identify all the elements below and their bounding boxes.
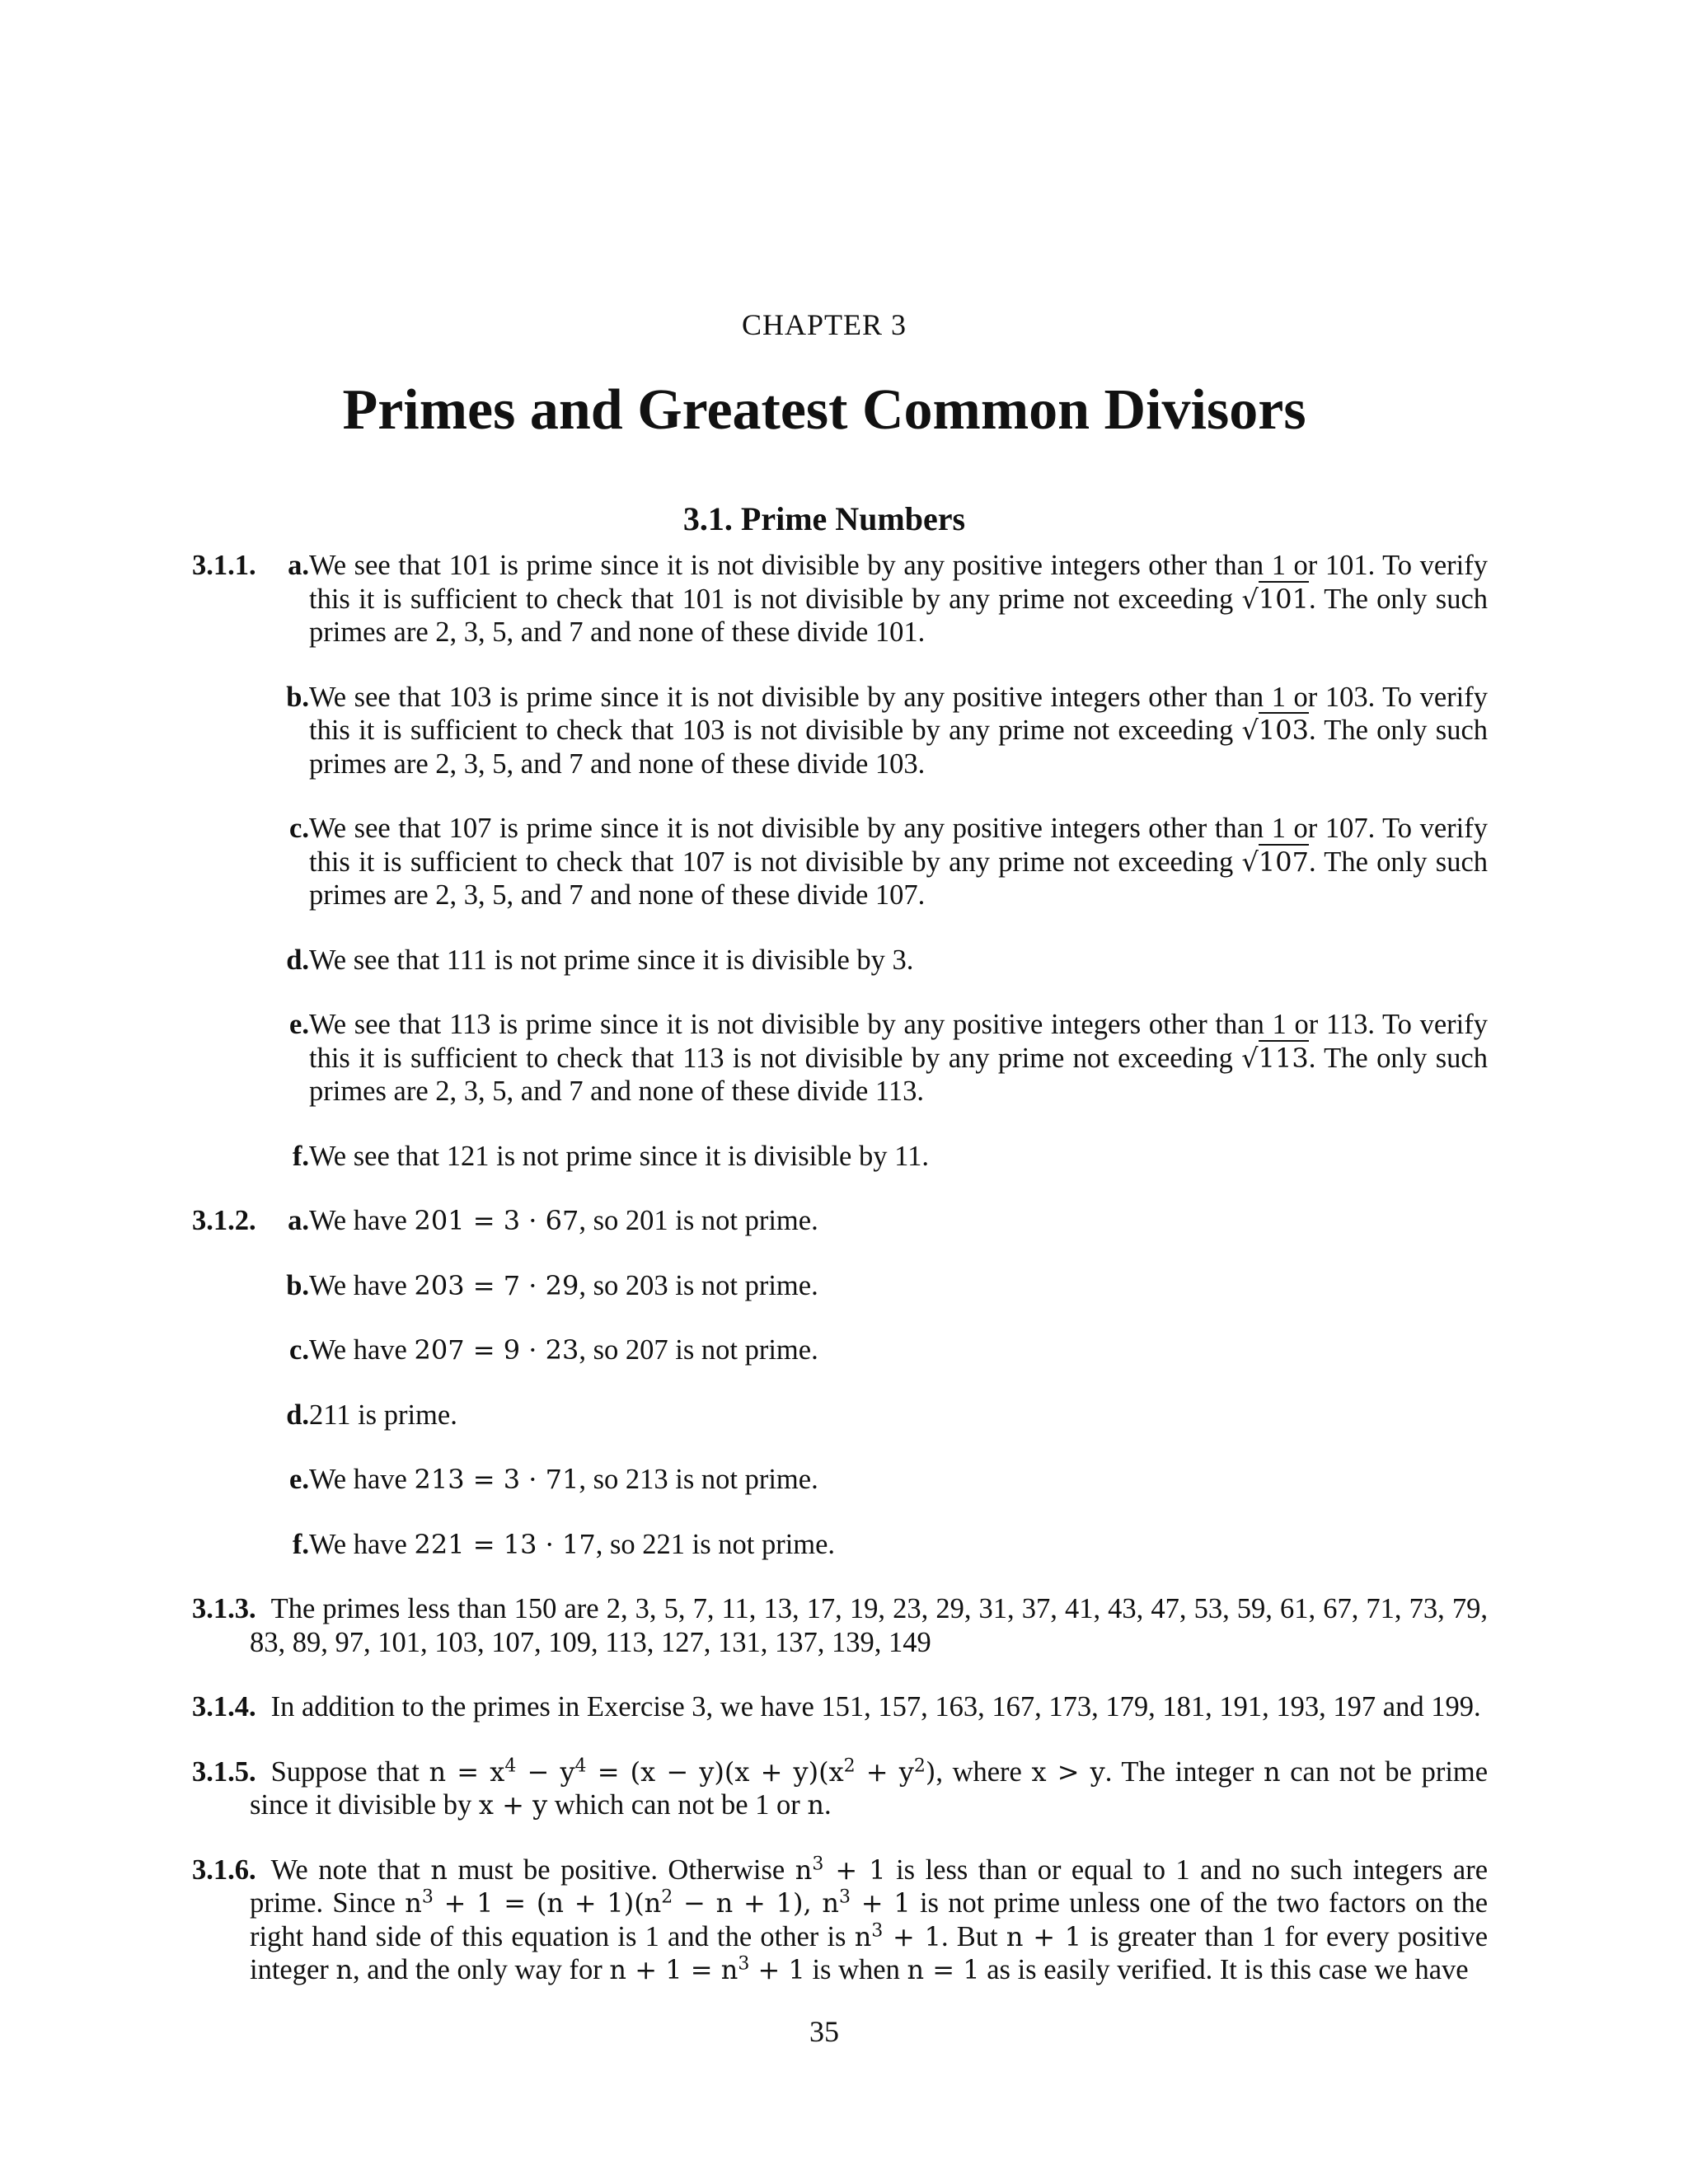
math-expression: 203 = 7 · 29 [414,1269,579,1301]
math-expression [609,1954,804,1985]
math-expression: n + 1 [1006,1920,1082,1952]
superscript: 3 [738,1953,750,1975]
sqrt-argument: 101 [1259,581,1309,615]
math-run: − y [516,1755,575,1788]
math-expression: x > y [1031,1755,1105,1788]
superscript: 4 [574,1755,587,1776]
text-run: We see that 101 is prime since it is not divisible by any positive integers other than 1 or 101. To verify this it is sufficient to check that 101 is not divisible by any prime not exceeding [309,550,1488,615]
part-text [309,812,1488,912]
text-run: , so 213 is not prime. [579,1464,818,1495]
exercise-3-1-3 [192,1592,1488,1659]
superscript: 2 [913,1755,926,1776]
math-expression: 207 = 9 · 23 [414,1334,579,1366]
sqrt-argument: 113 [1259,1040,1309,1074]
text-run: as is easily verified. It is this case we have [979,1954,1469,1985]
math-expression [795,1854,886,1886]
chapter-title: Primes and Greatest Common Divisors [342,378,1306,442]
text-run: . But [940,1920,1006,1952]
part-letter: f. [292,1140,309,1172]
part-text [309,1269,1488,1303]
part-letter: a. [288,550,309,581]
text-run: We have [309,1334,415,1366]
text-run: is less than or equal to 1 and no such integers are prime. Since [250,1854,1489,1919]
math-expression: n [335,1954,354,1985]
text-run: We see that 103 is prime since it is not divisible by any positive integers other than 1 or 103. To verify this it is sufficient to check that 103 is not divisible by any prime not exceeding [309,681,1488,746]
text-run: is greater than 1 for every positive integer [250,1920,1489,1985]
exercise-3-1-1-b [192,681,1488,781]
part-letter: f. [292,1528,309,1560]
text-run: . [823,1789,832,1821]
exercise-number: 3.1.3. [192,1593,256,1624]
exercise-number: 3.1.1. [192,550,256,581]
math-run: n = x [429,1755,505,1788]
text-run: is not prime unless one of the two factors on the right hand side of this equation is 1 and the other is [250,1887,1489,1952]
math-expression [429,1756,936,1788]
math-expression: n [807,1789,824,1821]
sqrt-expression: √107 [1242,844,1309,878]
part-letter: a. [288,1205,309,1236]
math-expression [405,1887,911,1919]
sqrt-expression: √101 [1242,581,1309,615]
text-run: We have [309,1269,415,1301]
exercise-text [192,1755,1489,1822]
math-run: n [405,1887,422,1919]
part-letter: e. [289,1464,309,1495]
math-run: n [795,1854,813,1886]
exercise-3-1-1-c [192,812,1488,912]
math-run: − n + 1), n [673,1887,840,1919]
exercise-number: 3.1.5. [192,1755,256,1788]
part-text: We see that 111 is not prime since it is divisible by 3. [309,944,914,976]
part-text [309,549,1488,649]
part-text [309,1204,1488,1238]
math-expression [855,1921,941,1952]
math-expression: 213 = 3 · 71 [414,1464,579,1495]
part-letter: d. [286,1399,309,1431]
text-run: , so 221 is not prime. [595,1528,836,1560]
math-run: n + 1 = n [609,1954,738,1985]
text-run: . The only such primes are 2, 3, 5, and 7 and none of these divide 101. [309,583,1489,648]
superscript: 3 [812,1853,824,1874]
section-title: 3.1. Prime Numbers [682,500,966,537]
text-run: Suppose that [270,1755,429,1788]
math-run: + 1 [823,1854,886,1886]
math-run: + 1 [883,1920,941,1952]
part-text [309,1333,1488,1367]
math-run: n [854,1920,872,1952]
part-text: We see that 121 is not prime since it is divisible by 11. [309,1140,929,1172]
text-run: which can not be 1 or [547,1789,808,1821]
superscript: 2 [661,1886,673,1908]
exercise-3-1-2-a [192,1204,1488,1238]
superscript: 4 [504,1755,517,1776]
exercise-3-1-1-a [192,549,1488,649]
math-run: + 1 [851,1887,911,1919]
part-letter: d. [286,944,309,976]
exercise-3-1-2-d [192,1399,1488,1432]
text-run: . The only such primes are 2, 3, 5, and 7 and none of these divide 107. [309,846,1489,911]
text-run: We have [309,1528,415,1560]
sqrt-argument: 103 [1259,712,1309,746]
superscript: 3 [871,1919,884,1941]
text-run: . The only such primes are 2, 3, 5, and 7 and none of these divide 113. [309,1042,1488,1107]
exercise-number: 3.1.6. [192,1854,256,1886]
exercise-text [192,1853,1489,1987]
text-run: can not be prime since it divisible by [250,1755,1489,1821]
part-letter: e. [289,1009,309,1040]
math-run: + 1 = (n + 1)(n [433,1887,662,1919]
exercise-3-1-2-e [192,1463,1488,1497]
sqrt-argument: 107 [1259,844,1309,878]
math-run: + y [855,1755,914,1788]
exercise-text [192,1592,1488,1659]
exercise-number: 3.1.2. [192,1205,256,1236]
part-letter: b. [286,681,309,713]
text-run: The primes less than 150 are 2, 3, 5, 7, 11, 13, 17, 19, 23, 29, 31, 37, 41, 43, 47, 53, 59, 61, 67, 71, 73, 79, 83, 89, 97, 101, 103, 107, 109, 113, 127, 131, 137, 139, 149 [250,1593,1488,1658]
part-text [309,1463,1488,1497]
exercise-3-1-2-c [192,1333,1488,1367]
sqrt-expression: √113 [1241,1040,1308,1074]
part-text [309,1008,1488,1108]
math-expression: n = 1 [907,1954,980,1985]
exercise-3-1-1-e [192,1008,1488,1108]
part-text [309,681,1488,781]
exercise-3-1-2-f [192,1528,1488,1562]
part-letter: c. [289,1334,309,1366]
math-expression: x + y [478,1789,548,1821]
exercise-number: 3.1.4. [192,1691,256,1722]
math-expression: n [1264,1755,1281,1788]
superscript: 3 [421,1886,434,1908]
text-run: In addition to the primes in Exercise 3, we have 151, 157, 163, 167, 173, 179, 181, 191, 193, 197 and 199. [270,1691,1481,1722]
exercise-3-1-1-d [192,944,1488,977]
exercise-3-1-4 [192,1690,1488,1724]
math-run: + 1 [749,1954,805,1985]
superscript: 3 [839,1886,851,1908]
chapter-label: CHAPTER 3 [741,308,907,341]
exercise-3-1-5 [192,1755,1488,1822]
exercise-3-1-2-b [192,1269,1488,1303]
exercise-text [192,1690,1488,1724]
text-run: is when [804,1954,907,1985]
exercise-content [192,549,1488,2018]
part-text: 211 is prime. [309,1399,457,1431]
part-text [309,1528,1488,1562]
math-run: = (x − y)(x + y)(x [586,1755,844,1788]
exercise-3-1-1-f [192,1140,1488,1174]
text-run: , so 201 is not prime. [579,1205,818,1236]
page-number: 35 [809,2015,839,2048]
superscript: 2 [843,1755,856,1776]
part-letter: c. [289,813,309,844]
text-run: , so 203 is not prime. [579,1269,818,1301]
text-run: We have [309,1205,415,1236]
math-expression: 221 = 13 · 17 [414,1528,596,1560]
text-run: must be positive. Otherwise [447,1854,795,1886]
sqrt-expression: √103 [1242,712,1309,746]
text-run: We note that [270,1854,431,1886]
text-run: , so 207 is not prime. [579,1334,818,1366]
text-run: . The integer [1104,1755,1264,1788]
exercise-3-1-6 [192,1854,1488,1987]
text-run: We have [309,1464,415,1495]
part-letter: b. [286,1269,309,1301]
math-run: ) [925,1755,936,1788]
text-run: . The only such primes are 2, 3, 5, and 7 and none of these divide 103. [309,715,1489,780]
math-expression: 201 = 3 · 67 [414,1205,579,1236]
text-run: , and the only way for [353,1954,610,1985]
text-run: We see that 113 is prime since it is not divisible by any positive integers other than 1 or 113. To verify this it is sufficient to check that 113 is not divisible by any prime not exceeding [309,1009,1488,1074]
text-run: We see that 107 is prime since it is not divisible by any positive integers other than 1 or 107. To verify this it is sufficient to check that 107 is not divisible by any prime not exceeding [309,813,1488,878]
text-run: , where [935,1755,1032,1788]
math-expression: n [430,1854,448,1886]
